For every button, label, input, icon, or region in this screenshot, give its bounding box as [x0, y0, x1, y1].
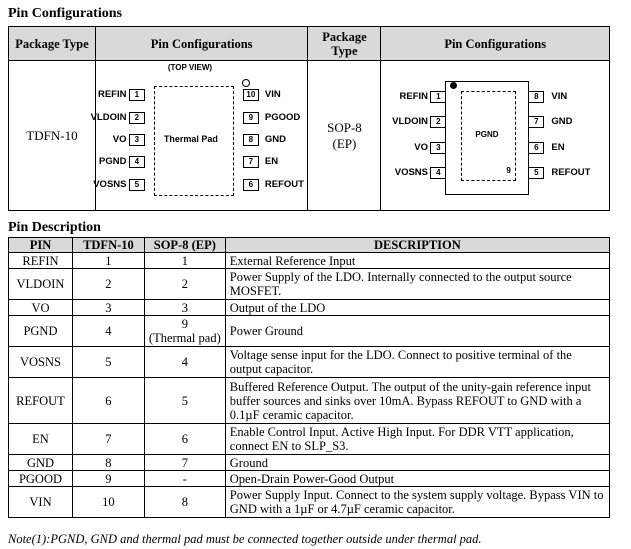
package-sop: [308, 61, 381, 211]
cell-tdfn: 6: [72, 378, 144, 424]
cell-tdfn: 9: [72, 471, 144, 487]
tdfn-pin-name-gnd: GND: [264, 134, 286, 145]
header-description: DESCRIPTION: [225, 238, 609, 253]
cell-sop: [144, 316, 225, 347]
sop-pin-num-4: 4: [430, 167, 446, 179]
cell-pin: REFIN: [9, 253, 73, 269]
cell-desc: Output of the LDO: [225, 300, 609, 316]
sop-pin-name-vin: VIN: [551, 91, 568, 102]
package-sop-line1: SOP-8: [327, 119, 362, 135]
cell-pin: PGOOD: [9, 471, 73, 487]
cell-tdfn: 1: [72, 253, 144, 269]
cell-desc: Buffered Reference Output. The output of the unity-gain reference input buffer sources and sinks over 10mA. Bypass REFOUT to GND with a 0.1µF ceramic capacitor.: [225, 378, 609, 424]
pin1-marker-icon: [242, 79, 250, 87]
tdfn-pin-num-8: 8: [243, 134, 259, 146]
table-row: [9, 316, 610, 347]
sop-pin-name-vldoin: VLDOIN: [392, 116, 428, 127]
sop-pin-num-1: 1: [430, 91, 446, 103]
section-title-pin-configurations: Pin Configurations: [8, 6, 122, 21]
tdfn-pin-num-2: 2: [129, 112, 145, 124]
tdfn-pin-num-4: 4: [129, 156, 145, 168]
cell-sop: 7: [144, 455, 225, 471]
table-row: [9, 300, 610, 316]
tdfn-pin-num-9: 9: [243, 112, 259, 124]
cell-tdfn: 8: [72, 455, 144, 471]
sop-pin-num-6: 6: [528, 142, 544, 154]
cell-tdfn: 3: [72, 300, 144, 316]
tdfn-pin-num-1: 1: [129, 89, 145, 101]
tdfn-pin-name-refin: REFIN: [97, 89, 127, 100]
cell-sop: 8: [144, 487, 225, 518]
package-tdfn: TDFN-10: [9, 61, 96, 211]
section-title-pin-description: Pin Description: [8, 220, 101, 235]
cell-desc: Power Supply Input. Connect to the system supply voltage. Bypass VIN to GND with a 1µF or 4.7µF ceramic capacitor.: [225, 487, 609, 518]
cell-sop-num: 9: [181, 317, 188, 331]
cell-pin: GND: [9, 455, 73, 471]
sop-pin-num-5: 5: [528, 167, 544, 179]
header-pin-configurations-2: Pin Configurations: [381, 27, 610, 61]
tdfn-diagram: [90, 61, 308, 210]
pgnd-pad-label: PGND: [475, 130, 499, 139]
table-row: [9, 378, 610, 424]
sop-pin-name-en: EN: [551, 142, 565, 153]
cell-pin: VO: [9, 300, 73, 316]
header-tdfn: TDFN-10: [72, 238, 144, 253]
cell-sop: 3: [144, 300, 225, 316]
tdfn-pin-name-pgood: PGOOD: [264, 112, 301, 123]
tdfn-diagram-cell: [90, 61, 308, 211]
header-pin-configurations: Pin Configurations: [95, 27, 308, 61]
cell-sop: 1: [144, 253, 225, 269]
tdfn-pin-num-7: 7: [243, 156, 259, 168]
sop-pin-name-vo: VO: [414, 142, 428, 153]
cell-sop: 6: [144, 424, 225, 455]
sop-pin-name-refout: REFOUT: [551, 167, 591, 178]
pgnd-pad-num: 9: [506, 166, 511, 175]
cell-desc: Power Supply of the LDO. Internally connected to the output source MOSFET.: [225, 269, 609, 300]
cell-sop: 5: [144, 378, 225, 424]
header-package-type-2: Package Type: [308, 27, 381, 61]
table-row: [9, 347, 610, 378]
sop-pin-name-vosns: VOSNS: [394, 167, 428, 178]
cell-desc: Ground: [225, 455, 609, 471]
cell-sop: 2: [144, 269, 225, 300]
cell-tdfn: 7: [72, 424, 144, 455]
tdfn-pin-name-vldoin: VLDOIN: [90, 112, 127, 123]
cell-sop: 4: [144, 347, 225, 378]
sop-pin-num-2: 2: [430, 116, 446, 128]
cell-tdfn: 10: [72, 487, 144, 518]
top-view-label: (TOP VIEW): [167, 63, 213, 72]
package-sop-line2: (EP): [332, 135, 357, 151]
cell-pin: EN: [9, 424, 73, 455]
cell-tdfn: 4: [72, 316, 144, 347]
header-pin: PIN: [9, 238, 73, 253]
cell-desc: Power Ground: [225, 316, 609, 347]
table-row: [9, 455, 610, 471]
tdfn-pin-num-10: 10: [243, 89, 259, 101]
pin-config-table: [8, 26, 610, 211]
tdfn-pin-name-vosns: VOSNS: [93, 179, 127, 190]
cell-tdfn: 5: [72, 347, 144, 378]
cell-pin: PGND: [9, 316, 73, 347]
tdfn-pin-name-vin: VIN: [264, 89, 281, 100]
tdfn-pin-name-vo: VO: [112, 134, 127, 145]
header-package-type: Package Type: [9, 27, 96, 61]
cell-pin: VIN: [9, 487, 73, 518]
cell-pin: VOSNS: [9, 347, 73, 378]
cell-sop-note: (Thermal pad): [148, 331, 221, 345]
sop-pin-name-refin: REFIN: [399, 91, 428, 102]
table-row: [9, 424, 610, 455]
sop-pin-num-8: 8: [528, 91, 544, 103]
table-row: [9, 471, 610, 487]
tdfn-pin-num-3: 3: [129, 134, 145, 146]
pin-description-table: [8, 237, 610, 518]
cell-desc: Enable Control Input. Active High Input. For DDR VTT application, connect EN to SLP_S3.: [225, 424, 609, 455]
cell-pin: VLDOIN: [9, 269, 73, 300]
header-sop: SOP-8 (EP): [144, 238, 225, 253]
tdfn-pin-num-6: 6: [243, 179, 259, 191]
sop-pin-num-7: 7: [528, 116, 544, 128]
tdfn-pin-num-5: 5: [129, 179, 145, 191]
sop-pin-name-gnd: GND: [551, 116, 573, 127]
table-row: [9, 487, 610, 518]
cell-desc: External Reference Input: [225, 253, 609, 269]
cell-sop: -: [144, 471, 225, 487]
sop-pin-num-3: 3: [430, 142, 446, 154]
sop-diagram: [381, 61, 609, 210]
footnote: Note(1):PGND, GND and thermal pad must be connected together outside under thermal pad.: [8, 532, 482, 546]
tdfn-pin-name-pgnd: PGND: [99, 156, 127, 167]
thermal-pad-label: Thermal Pad: [163, 134, 218, 144]
table-row: [9, 269, 610, 300]
cell-desc: Open-Drain Power-Good Output: [225, 471, 609, 487]
cell-tdfn: 2: [72, 269, 144, 300]
sop-diagram-cell: [381, 61, 610, 211]
cell-pin: REFOUT: [9, 378, 73, 424]
tdfn-pin-name-refout: REFOUT: [264, 179, 304, 190]
tdfn-pin-name-en: EN: [264, 156, 279, 167]
cell-desc: Voltage sense input for the LDO. Connect to positive terminal of the output capacitor.: [225, 347, 609, 378]
table-row: [9, 253, 610, 269]
